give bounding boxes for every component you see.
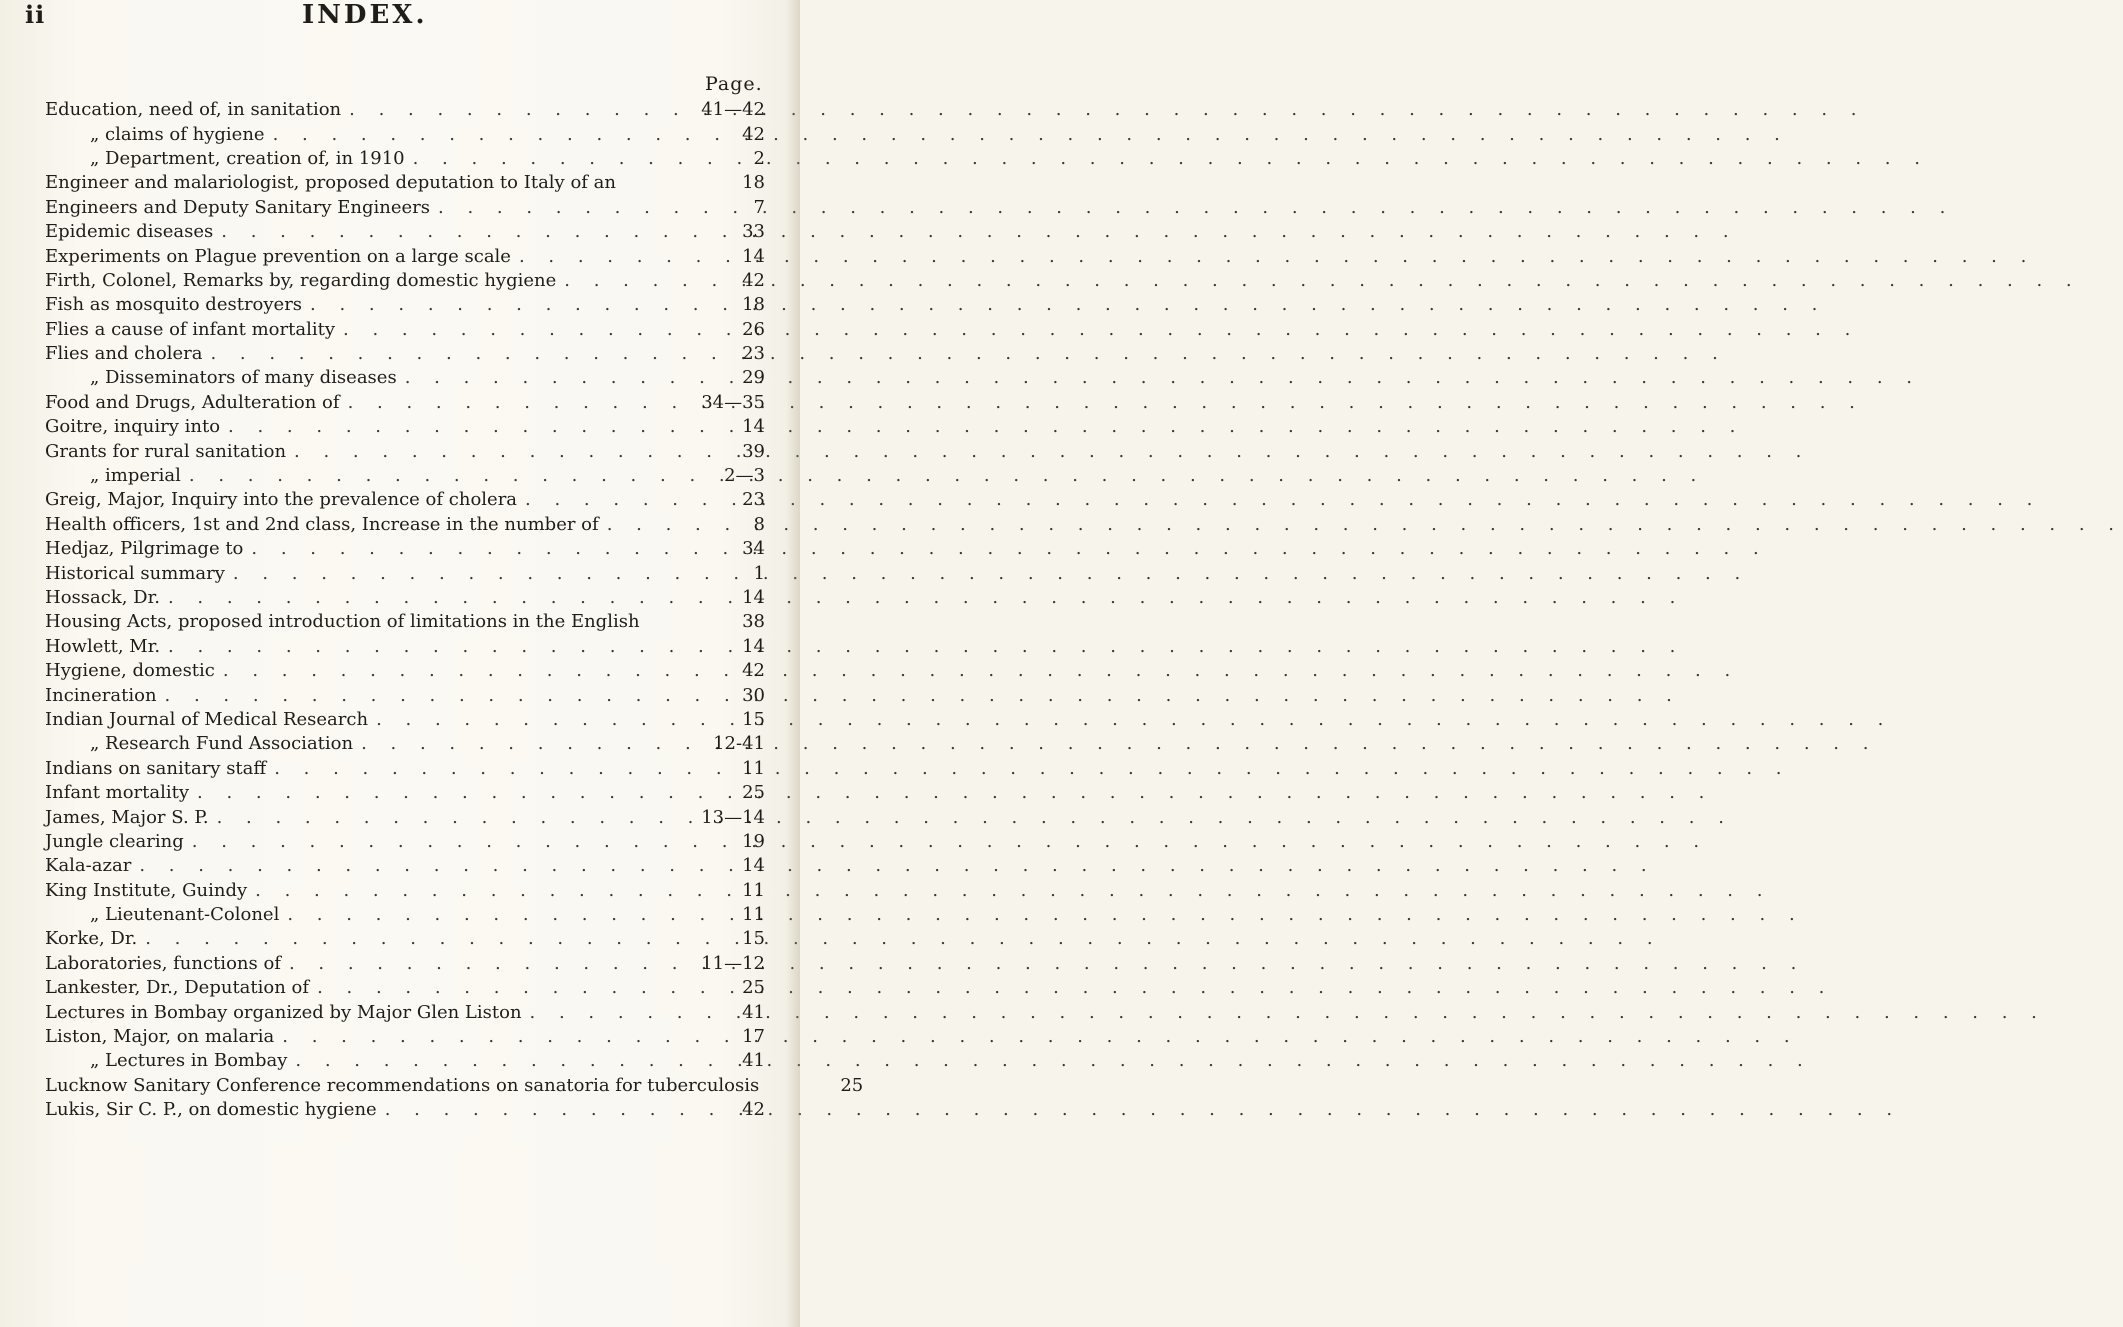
leader-dots xyxy=(599,513,689,537)
index-entry-pages: 34 xyxy=(742,538,765,560)
index-entry-text: Food and Drugs, Adulteration of xyxy=(45,391,340,413)
index-entry-pages: 23 xyxy=(742,343,765,365)
index-entry-pages: 25 xyxy=(742,782,765,804)
page-edge-shadow xyxy=(786,0,800,1327)
index-entry-text: Engineer and malariologist, proposed deputation to Italy of an xyxy=(45,172,616,194)
leader-dots xyxy=(511,245,689,269)
index-entry-pages: 14 xyxy=(742,416,765,438)
index-entry xyxy=(45,1000,765,1024)
leader-dots xyxy=(184,830,689,854)
leader-dots xyxy=(286,440,689,464)
index-entry xyxy=(45,757,765,781)
index-entry xyxy=(45,439,765,463)
index-entry-text: Hossack, Dr. xyxy=(45,587,160,608)
index-entry xyxy=(45,586,765,610)
index-entry-text: Firth, Colonel, Remarks by, regarding domestic hygiene xyxy=(45,269,557,291)
index-entry xyxy=(45,1025,765,1049)
index-entry-text: Hygiene, domestic xyxy=(45,660,215,682)
index-entry xyxy=(45,269,765,293)
index-entry-pages: 42 xyxy=(742,1099,765,1121)
leader-dots xyxy=(335,318,689,342)
index-entry-text: „ Department, creation of, in 1910 xyxy=(90,147,405,169)
index-entry-text: James, Major S. P. xyxy=(45,806,209,828)
leader-dots xyxy=(556,269,689,293)
index-entry xyxy=(45,903,765,927)
index-entry xyxy=(45,635,765,659)
index-entry-pages: 25 xyxy=(840,1074,864,1096)
index-entry-text: Incineration xyxy=(45,684,157,706)
index-entry-pages: 42 xyxy=(742,660,765,682)
leader-dots xyxy=(279,903,689,927)
index-entry-text: Howlett, Mr. xyxy=(45,635,161,657)
index-entry-pages: 26 xyxy=(742,318,765,340)
index-entry-pages: 11—12 xyxy=(701,952,765,974)
index-entry-text: „ Lectures in Bombay xyxy=(90,1050,288,1072)
leader-dots xyxy=(309,976,689,1000)
index-entry xyxy=(45,391,765,415)
index-entry-pages: 2—3 xyxy=(724,465,765,487)
index-entry-text: Jungle clearing xyxy=(45,830,184,852)
index-entry xyxy=(45,171,765,195)
index-entry-text: Engineers and Deputy Sanitary Engineers xyxy=(45,196,430,218)
index-entry xyxy=(45,537,765,561)
leader-dots xyxy=(247,879,689,903)
index-entry-pages: 33 xyxy=(742,221,765,243)
index-entry-text: Fish as mosquito destroyers xyxy=(45,294,303,316)
leader-dots xyxy=(202,342,689,366)
book-page xyxy=(0,0,864,1327)
index-entry xyxy=(45,610,765,634)
running-head-title: INDEX. xyxy=(302,0,428,30)
index-entry-pages: 17 xyxy=(742,1026,765,1048)
index-entry-pages: 42 xyxy=(742,123,765,145)
index-entry-text: „ claims of hygiene xyxy=(90,123,265,145)
index-entry xyxy=(45,318,765,342)
leader-dots xyxy=(215,659,689,683)
index-entry-pages: 11 xyxy=(742,879,765,901)
index-entry-text: Education, need of, in sanitation xyxy=(45,99,342,121)
leader-dots xyxy=(341,98,689,122)
index-entry-pages: 11 xyxy=(742,757,765,779)
index-entry xyxy=(45,513,765,537)
leader-dots xyxy=(209,806,689,830)
leader-dots xyxy=(265,123,689,147)
index-entry xyxy=(45,781,765,805)
index-entry xyxy=(45,98,765,122)
leader-dots xyxy=(266,757,689,781)
index-entry xyxy=(45,1098,765,1122)
index-entry-text: Greig, Major, Inquiry into the prevalence of cholera xyxy=(45,489,518,511)
index-entry xyxy=(45,805,765,829)
leader-dots xyxy=(157,684,689,708)
index-entry-pages: 8 xyxy=(753,513,765,535)
index-entry-text: „ Disseminators of many diseases xyxy=(90,367,397,389)
index-entry xyxy=(45,464,765,488)
index-entry-text: Flies a cause of infant mortality xyxy=(45,318,335,340)
index-entry xyxy=(45,220,765,244)
leader-dots xyxy=(243,537,689,561)
index-entry xyxy=(45,952,765,976)
index-entry-pages: 15 xyxy=(742,928,765,950)
index-entry-text: Kala-azar xyxy=(45,855,132,877)
leader-dots xyxy=(405,147,689,171)
index-entry-pages: 14 xyxy=(742,587,765,608)
leader-dots xyxy=(225,562,689,586)
index-entry xyxy=(45,659,765,683)
index-entry xyxy=(45,976,765,1000)
index-entry-pages: 18 xyxy=(742,172,765,194)
index-entry-text: „ imperial xyxy=(90,465,181,487)
index-entry-pages: 14 xyxy=(742,245,765,267)
leader-dots xyxy=(302,293,689,317)
index-entry-text: Goitre, inquiry into xyxy=(45,416,221,438)
index-entry-pages: 41 xyxy=(742,1001,765,1023)
index-entry-text: Health officers, 1st and 2nd class, Increase in the number of xyxy=(45,513,599,535)
index-entry-pages: 15 xyxy=(742,708,765,730)
index-entry-pages: 34—35 xyxy=(701,391,765,413)
index-entry-text: Housing Acts, proposed introduction of limitations in the English xyxy=(45,611,640,633)
index-entry xyxy=(45,488,765,512)
leader-dots xyxy=(522,1001,689,1025)
index-entry-text: Korke, Dr. xyxy=(45,928,138,950)
index-entry xyxy=(45,732,765,756)
leader-dots xyxy=(340,391,689,415)
leader-dots xyxy=(397,366,689,390)
page-number: ii xyxy=(25,0,46,29)
leader-dots xyxy=(131,854,689,878)
index-entry-pages: 41 xyxy=(742,1050,765,1072)
leader-dots xyxy=(160,586,689,610)
index-entry xyxy=(45,366,765,390)
index-entry-text: Lucknow Sanitary Conference recommendations on sanatoria for tuberculosis xyxy=(45,1074,760,1096)
index-entry-pages: 2 xyxy=(753,147,765,169)
leader-dots xyxy=(517,488,689,512)
index-entry xyxy=(45,1074,864,1098)
index-entry-pages: 23 xyxy=(742,489,765,511)
leader-dots xyxy=(287,1049,689,1073)
leader-dots xyxy=(220,415,689,439)
index-entry-text: Historical summary xyxy=(45,562,225,584)
index-entry-text: Infant mortality xyxy=(45,782,190,804)
index-entry xyxy=(45,293,765,317)
leader-dots xyxy=(377,1098,689,1122)
index-entry-text: Experiments on Plague prevention on a large scale xyxy=(45,245,511,267)
leader-dots xyxy=(281,952,689,976)
index-entry xyxy=(45,1049,765,1073)
index-entries xyxy=(45,98,864,1122)
index-entry-pages: 14 xyxy=(742,635,765,657)
index-entry-text: „ Lieutenant-Colonel xyxy=(90,904,280,926)
index-entry-pages: 30 xyxy=(742,684,765,706)
index-entry-text: Lectures in Bombay organized by Major Glen Liston xyxy=(45,1001,522,1023)
index-entry-text: King Institute, Guindy xyxy=(45,879,248,901)
index-entry xyxy=(45,147,765,171)
index-entry-pages: 7 xyxy=(753,196,765,218)
index-entry xyxy=(45,342,765,366)
index-entry-text: Indians on sanitary staff xyxy=(45,757,267,779)
leader-dots xyxy=(189,781,689,805)
index-entry-pages: 1 xyxy=(753,562,765,584)
index-entry-pages: 42 xyxy=(742,269,765,291)
leader-dots xyxy=(274,1025,689,1049)
leader-dots xyxy=(368,708,689,732)
index-entry xyxy=(45,830,765,854)
leader-dots xyxy=(137,927,689,951)
leader-dots xyxy=(160,635,689,659)
index-entry xyxy=(45,122,765,146)
index-entry xyxy=(45,708,765,732)
index-entry xyxy=(45,854,765,878)
index-entry-text: Hedjaz, Pilgrimage to xyxy=(45,538,244,560)
index-entry-pages: 11 xyxy=(742,904,765,926)
index-entry-pages: 14 xyxy=(742,855,765,877)
index-entry-pages: 39 xyxy=(742,440,765,462)
index-entry-text: Lukis, Sir C. P., on domestic hygiene xyxy=(45,1099,377,1121)
index-entry-pages: 18 xyxy=(742,294,765,316)
index-entry-text: Laboratories, functions of xyxy=(45,952,281,974)
index-entry-text: Indian Journal of Medical Research xyxy=(45,708,369,730)
index-entry-text: Liston, Major, on malaria xyxy=(45,1026,275,1048)
index-entry-pages: 41—42 xyxy=(701,99,765,121)
index-entry-pages: 13—14 xyxy=(701,806,765,828)
index-entry-pages: 25 xyxy=(742,977,765,999)
leader-dots xyxy=(181,464,689,488)
index-entry-pages: 19 xyxy=(742,830,765,852)
index-entry xyxy=(45,244,765,268)
index-entry-text: Epidemic diseases xyxy=(45,221,214,243)
index-entry xyxy=(45,683,765,707)
index-entry-pages: 29 xyxy=(742,367,765,389)
index-entry-pages: 12-41 xyxy=(713,733,765,755)
index-entry-text: Grants for rural sanitation xyxy=(45,440,287,462)
page-column-label: Page. xyxy=(705,73,763,95)
leader-dots xyxy=(353,732,689,756)
index-entry-text: Lankester, Dr., Deputation of xyxy=(45,977,310,999)
index-entry xyxy=(45,415,765,439)
index-entry xyxy=(45,927,765,951)
index-entry xyxy=(45,879,765,903)
index-entry xyxy=(45,196,765,220)
index-entry-text: „ Research Fund Association xyxy=(90,733,354,755)
leader-dots xyxy=(430,196,689,220)
index-entry xyxy=(45,561,765,585)
index-entry-pages: 38 xyxy=(742,611,765,633)
leader-dots xyxy=(213,220,689,244)
index-entry-text: Flies and cholera xyxy=(45,343,203,365)
